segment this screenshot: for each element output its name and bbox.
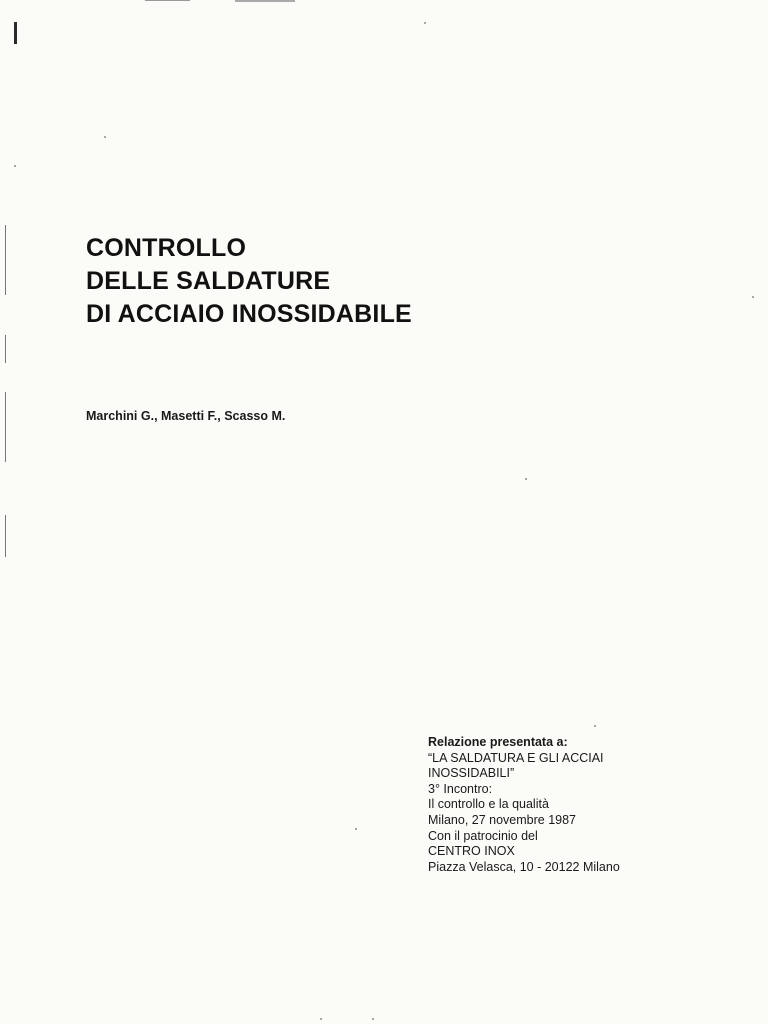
speck bbox=[320, 1018, 322, 1020]
scan-artifact-left-edge-2 bbox=[5, 335, 6, 363]
speck bbox=[104, 136, 106, 138]
speck bbox=[752, 296, 754, 298]
title-line-2: DELLE SALDATURE bbox=[86, 267, 331, 295]
note-line: Il controllo e la qualità bbox=[428, 797, 549, 812]
scan-artifact-left-edge-4 bbox=[5, 515, 6, 557]
document-title bbox=[86, 232, 412, 331]
note-line: Piazza Velasca, 10 - 20122 Milano bbox=[428, 859, 620, 874]
speck bbox=[355, 828, 357, 830]
note-line: Con il patrocinio del bbox=[428, 828, 538, 843]
scan-artifact-top-bar-2 bbox=[235, 0, 295, 2]
note-line: Milano, 27 novembre 1987 bbox=[428, 812, 577, 827]
scan-artifact-left-edge-3 bbox=[5, 392, 6, 462]
title-line-1: CONTROLLO bbox=[86, 234, 247, 262]
speck bbox=[372, 1018, 374, 1020]
speck bbox=[594, 725, 596, 727]
scan-artifact-top-left bbox=[14, 22, 17, 44]
note-line: INOSSIDABILI” bbox=[428, 766, 515, 781]
speck bbox=[424, 22, 426, 24]
note-heading: Relazione presentata a: bbox=[428, 735, 568, 749]
presentation-note bbox=[428, 735, 620, 875]
note-line: “LA SALDATURA E GLI ACCIAI bbox=[428, 750, 604, 765]
title-line-3: DI ACCIAIO INOSSIDABILE bbox=[86, 300, 412, 328]
speck bbox=[14, 165, 16, 167]
speck bbox=[525, 478, 527, 480]
note-line: CENTRO INOX bbox=[428, 844, 515, 859]
scan-artifact-left-edge-1 bbox=[5, 225, 6, 295]
scan-artifact-top-bar bbox=[145, 0, 190, 1]
note-line: 3° Incontro: bbox=[428, 781, 493, 796]
authors: Marchini G., Masetti F., Scasso M. bbox=[86, 409, 286, 423]
